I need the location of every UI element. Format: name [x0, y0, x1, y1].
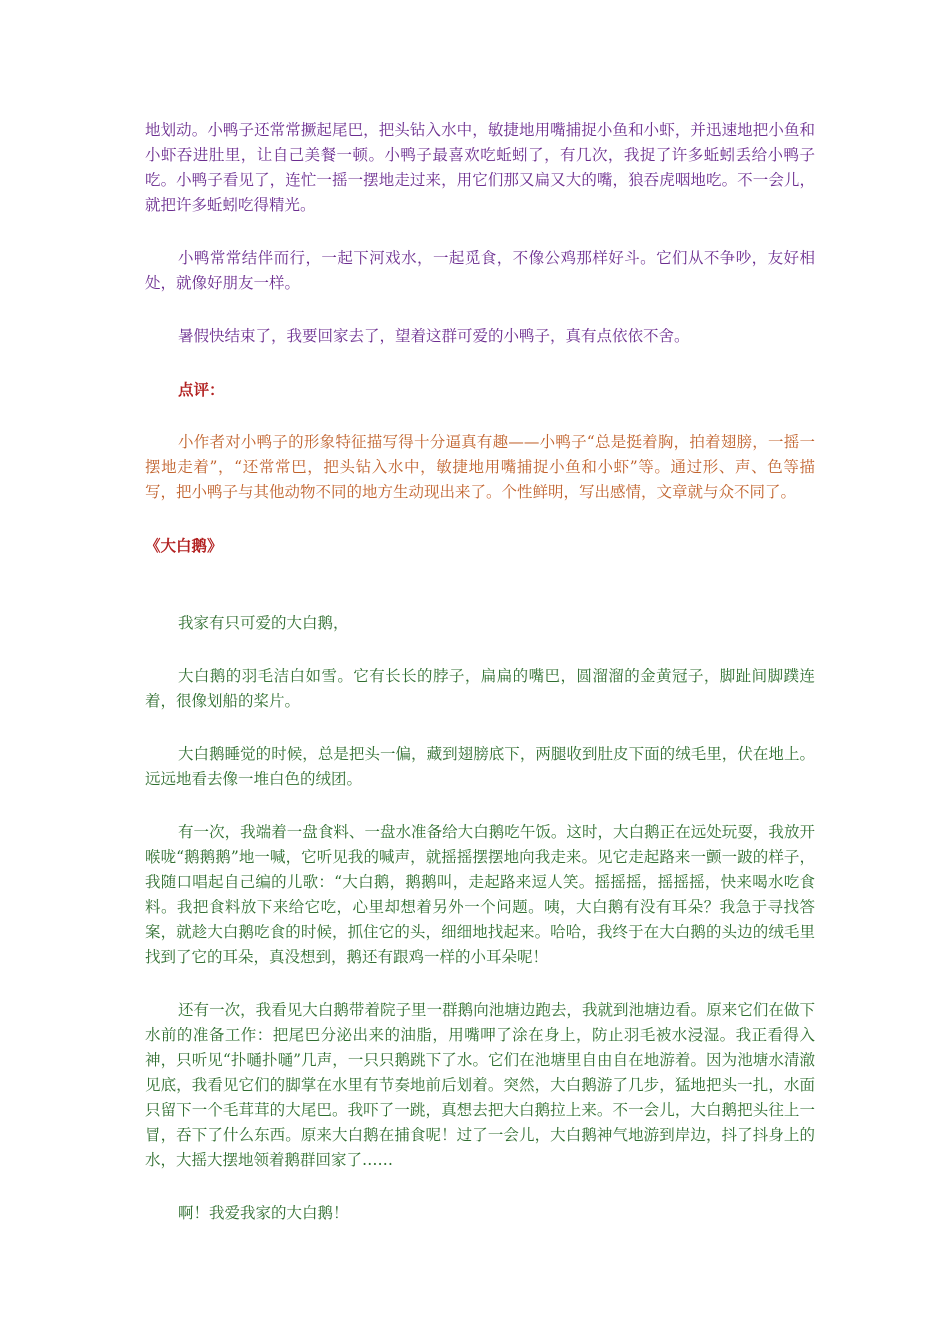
goose-paragraph-6: 啊！我爱我家的大白鹅！ — [178, 1204, 349, 1222]
goose-paragraph-3: 大白鹅睡觉的时候，总是把头一偏，藏到翅膀底下，两腿收到肚皮下面的绒毛里，伏在地上。远远地看去像一堆白色的绒团。 — [145, 745, 815, 788]
goose-paragraph-2: 大白鹅的羽毛洁白如雪。它有长长的脖子，扁扁的嘴巴，圆溜溜的金黄冠子，脚趾间脚蹼连着，很像划船的桨片。 — [145, 667, 815, 710]
comment-label: 点评： — [178, 380, 225, 399]
duck-paragraph-3: 暑假快结束了，我要回家去了，望着这群可爱的小鸭子，真有点依依不舍。 — [178, 327, 690, 345]
section-title: 《大白鹅》 — [145, 536, 223, 555]
duck-paragraph-2: 小鸭常常结伴而行，一起下河戏水，一起觅食，不像公鸡那样好斗。它们从不争吵，友好相处，就像好朋友一样。 — [145, 249, 815, 292]
comment-text: 小作者对小鸭子的形象特征描写得十分逼真有趣——小鸭子“总是挺着胸，拍着翅膀，一摇一摆地走着”，“还常常巴，把头钻入水中，敏捷地用嘴捕捉小鱼和小虾”等。通过形、声、色等描写，把小鸭子与其他动物不同的地方生动现出来了。个性鲜明，写出感情，文章就与众不同了。 — [145, 433, 815, 501]
goose-paragraph-5: 还有一次，我看见大白鹅带着院子里一群鹅向池塘边跑去，我就到池塘边看。原来它们在做下水前的准备工作：把尾巴分泌出来的油脂，用嘴呷了涂在身上，防止羽毛被水浸湿。我正看得入神，只听见“扑嗵扑嗵”几声，一只只鹅跳下了水。它们在池塘里自由自在地游着。因为池塘水清澈见底，我看见它们的脚掌在水里有节奏地前后划着。突然，大白鹅游了几步，猛地把头一扎，水面只留下一个毛茸茸的大尾巴。我吓了一跳，真想去把大白鹅拉上来。不一会儿，大白鹅把头往上一冒，吞下了什么东西。原来大白鹅在捕食呢！过了一会儿，大白鹅神气地游到岸边，抖了抖身上的水，大摇大摆地领着鹅群回家了…… — [145, 1001, 815, 1169]
document-page — [145, 118, 815, 1226]
goose-paragraph-4: 有一次，我端着一盘食料、一盘水准备给大白鹅吃午饭。这时，大白鹅正在远处玩耍，我放开喉咙“鹅鹅鹅”地一喊，它听见我的喊声，就摇摇摆摆地向我走来。见它走起路来一颤一跛的样子，我随口唱起自己编的儿歌：“大白鹅，鹅鹅叫，走起路来逗人笑。摇摇摇，摇摇摇，快来喝水吃食料。我把食料放下来给它吃，心里却想着另外一个问题。咦，大白鹅有没有耳朵？我急于寻找答案，就趁大白鹅吃食的时候，抓住它的头，细细地找起来。哈哈，我终于在大白鹅的头边的绒毛里找到了它的耳朵，真没想到，鹅还有跟鸡一样的小耳朵呢！ — [145, 823, 815, 966]
duck-paragraph-1: 地划动。小鸭子还常常撅起尾巴，把头钻入水中，敏捷地用嘴捕捉小鱼和小虾，并迅速地把小鱼和小虾吞进肚里，让自己美餐一顿。小鸭子最喜欢吃蚯蚓了，有几次，我捉了许多蚯蚓丢给小鸭子吃。小鸭子看见了，连忙一摇一摆地走过来，用它们那又扁又大的嘴，狼吞虎咽地吃。不一会儿，就把许多蚯蚓吃得精光。 — [145, 121, 815, 214]
goose-paragraph-1: 我家有只可爱的大白鹅， — [178, 614, 349, 632]
